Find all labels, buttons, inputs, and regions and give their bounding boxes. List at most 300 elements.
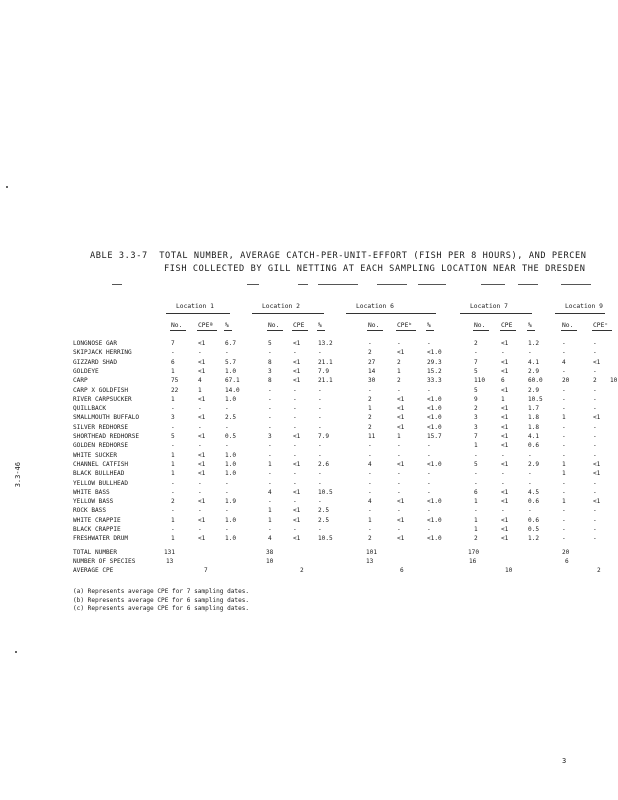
column-subheader: No. [368,322,380,329]
table-cell: <1 [293,535,301,543]
table-cell: - [318,395,322,403]
table-cell: <1 [397,405,405,413]
column-subheader-rule [224,330,232,331]
table-cell: <1 [397,395,405,403]
table-cell: - [318,442,322,450]
location-header: Location 7 [470,303,508,310]
table-cell: - [318,526,322,533]
table-cell: - [318,470,322,478]
table-cell: 1 [474,526,478,533]
table-cell: - [225,405,229,413]
table-cell: - [562,367,566,375]
table-cell: - [474,451,478,459]
title-dash [561,284,591,285]
table-cell: <1 [198,340,206,347]
table-cell: - [268,526,272,533]
table-cell: 2 [171,498,175,506]
table-cell: - [501,349,505,357]
table-cell: <1 [593,498,601,506]
table-cell: <1.0 [427,349,442,357]
table-cell: 10.5 [318,488,333,496]
table-cell: - [268,349,272,357]
table-cell: <1 [293,460,301,468]
table-cell: - [293,470,297,478]
table-cell: 4 [198,377,202,385]
table-cell: - [198,526,202,533]
table-cell: - [171,479,175,487]
table-cell: <1 [198,414,206,422]
table-cell: 13.2 [318,340,333,347]
table-cell: - [474,349,478,357]
totals-value: 13 [366,558,374,565]
column-subheader-rule [317,330,325,331]
table-cell: - [562,535,566,543]
table-cell: <1 [501,405,509,413]
table-cell: - [368,386,372,394]
table-cell: - [427,507,431,515]
column-subheader: % [427,322,431,329]
column-subheader-rule [292,330,308,331]
table-cell: 2 [368,535,372,543]
table-cell: - [593,516,597,524]
table-cell: 4.1 [528,358,540,366]
table-cell: - [562,507,566,515]
table-cell: 15.7 [427,433,442,440]
table-cell: 2.9 [528,367,540,375]
table-cell: - [268,451,272,459]
table-cell: 3 [474,414,478,422]
table-cell: 1 [268,507,272,515]
table-cell: 14 [368,367,376,375]
table-cell: 2.9 [528,460,540,468]
table-cell: - [562,451,566,459]
table-cell: - [368,479,372,487]
table-cell: 21.1 [318,358,333,366]
totals-row [0,566,618,576]
column-subheader-rule [527,330,535,331]
table-cell: 2.6 [318,460,330,468]
table-cell: - [593,386,597,394]
table-cell: 1.0 [225,460,237,468]
table-cell: 75 [171,377,179,385]
table-cell: 5 [268,340,272,347]
table-title-line-1: ABLE 3.3-7 TOTAL NUMBER, AVERAGE CATCH-PER-UNIT-EFFORT (FISH PER 8 HOURS), AND PERCEN [90,251,587,261]
table-cell: 33.3 [427,377,442,385]
table-cell: 4.5 [528,488,540,496]
title-dash [112,284,122,285]
table-cell: - [225,349,229,357]
column-subheader: % [528,322,532,329]
table-cell: <1 [593,414,601,422]
table-cell: - [268,386,272,394]
table-cell: - [427,488,431,496]
table-cell: - [368,488,372,496]
title-dash [247,284,259,285]
table-cell: - [397,340,401,347]
table-cell: - [562,405,566,413]
column-subheader-rule [367,330,383,331]
table-cell: 4 [268,488,272,496]
table-cell: 7.9 [318,367,330,375]
table-cell: 1.0 [225,367,237,375]
table-cell: 0.5 [225,433,237,440]
species-name: SKIPJACK HERRING [73,349,132,357]
table-cell: <1 [501,414,509,422]
table-cell: <1 [198,470,206,478]
table-cell: - [427,526,431,533]
table-cell: 1 [368,516,372,524]
table-cell: 2 [368,395,372,403]
table-cell: <1 [198,451,206,459]
table-cell: 3 [171,414,175,422]
table-cell: 5.7 [225,358,237,366]
title-dash [377,284,407,285]
table-cell: - [368,442,372,450]
table-cell: - [593,340,597,347]
table-cell: - [528,349,532,357]
table-cell: 1.0 [225,451,237,459]
table-cell: 1.9 [225,498,237,506]
table-cell: 2.5 [318,507,330,515]
species-name: GIZZARD SHAD [73,358,118,366]
species-name: FRESHWATER DRUM [73,535,129,543]
table-cell: 1.0 [225,535,237,543]
table-cell: - [528,479,532,487]
table-cell: <1.0 [427,414,442,422]
table-cell: 60.0 [528,377,543,385]
table-cell: <1 [198,367,206,375]
column-subheader-rule [426,330,434,331]
table-cell: 1.0 [225,470,237,478]
totals-value: 7 [204,567,208,574]
table-cell: <1 [501,367,509,375]
table-cell: - [474,479,478,487]
table-cell: 1 [397,433,401,440]
table-cell: - [593,433,597,440]
table-cell: 2 [368,414,372,422]
table-cell: - [318,451,322,459]
footnote: (c) Represents average CPE for 6 sampling dates. [73,605,250,612]
location-header-rule [166,313,230,314]
table-cell: 6.7 [225,340,237,347]
table-cell: 1.2 [528,340,540,347]
species-name: RIVER CARPSUCKER [73,395,132,403]
table-cell: 9 [474,395,478,403]
table-cell: <1 [293,488,301,496]
table-cell: - [198,507,202,515]
scan-speck [6,186,8,188]
table-cell: - [397,386,401,394]
table-cell: 0.6 [528,516,540,524]
table-cell: - [225,488,229,496]
table-cell: - [293,526,297,533]
table-cell: - [225,442,229,450]
table-cell: - [268,442,272,450]
table-cell: <1 [293,358,301,366]
table-cell: <1 [397,535,405,543]
table-cell: <1 [198,460,206,468]
table-cell: - [293,386,297,394]
table-cell: 1 [171,460,175,468]
table-cell: 1.0 [225,516,237,524]
table-cell: - [293,479,297,487]
table-cell: <1 [293,377,301,385]
table-cell: <1 [593,470,601,478]
table-cell: - [198,423,202,431]
table-cell: 2 [368,349,372,357]
table-cell: - [427,479,431,487]
species-name: SILVER REDHORSE [73,423,129,431]
table-cell: - [427,470,431,478]
table-cell: - [268,470,272,478]
table-cell: <1.0 [427,395,442,403]
table-cell: - [268,498,272,506]
table-cell: 1 [171,470,175,478]
footnote: (b) Represents average CPE for 6 sampling dates. [73,596,250,604]
scan-speck [15,651,17,653]
table-cell: - [171,423,175,431]
table-cell: 1.2 [528,535,540,543]
species-name: YELLOW BULLHEAD [73,479,129,487]
table-cell: <1 [198,498,206,506]
totals-value: 38 [266,549,274,556]
table-cell: - [293,451,297,459]
table-cell: <1 [293,340,301,347]
table-cell: - [562,433,566,440]
table-cell: 21.1 [318,377,333,385]
table-cell: 6 [171,358,175,366]
table-cell: <1 [501,535,509,543]
table-cell: - [225,526,229,533]
table-cell: 2.5 [225,414,237,422]
table-cell: - [528,507,532,515]
species-name: WHITE CRAPPIE [73,516,121,524]
table-cell: 15.2 [427,367,442,375]
table-cell: 2 [474,340,478,347]
table-cell: 22 [171,386,179,394]
species-name: SHORTHEAD REDHORSE [73,433,140,440]
table-cell: - [268,414,272,422]
table-cell: - [593,479,597,487]
table-cell: 4 [368,460,372,468]
table-cell: - [171,507,175,515]
table-cell: - [593,405,597,413]
species-name: CARP X GOLDFISH [73,386,129,394]
totals-value: 131 [164,549,176,556]
species-name: QUILLBACK [73,405,107,413]
table-cell: <1 [293,507,301,515]
table-cell: <1.0 [427,535,442,543]
species-name: GOLDEYE [73,367,99,375]
table-cell: - [427,442,431,450]
species-name: WHITE SUCKER [73,451,118,459]
table-cell: 6 [474,488,478,496]
species-name: GOLDEN REDHORSE [73,442,129,450]
table-cell: 1 [268,460,272,468]
table-cell: <1 [501,498,509,506]
table-cell: 1 [171,451,175,459]
table-cell: <1 [501,442,509,450]
table-cell: 8 [268,358,272,366]
side-page-label: 3.3-46 [14,462,22,488]
table-cell: 7 [474,433,478,440]
table-cell: 3 [268,433,272,440]
table-cell: <1 [198,395,206,403]
species-name: SMALLMOUTH BUFFALO [73,414,140,422]
table-cell: <1 [397,498,405,506]
column-subheader: No. [474,322,486,329]
table-cell: - [593,488,597,496]
table-cell: <1 [397,414,405,422]
column-subheader-rule [561,330,577,331]
totals-label: AVERAGE CPE [73,567,114,574]
table-cell: 3 [268,367,272,375]
table-cell: <1 [198,516,206,524]
column-subheader: % [225,322,229,329]
species-name: ROCK BASS [73,507,107,515]
table-cell: - [562,423,566,431]
table-cell: - [593,349,597,357]
table-cell: <1 [593,358,601,366]
table-cell: - [368,526,372,533]
table-cell: - [562,516,566,524]
location-header: Location 9 [565,303,603,310]
table-cell: <1 [293,516,301,524]
table-cell: - [427,451,431,459]
totals-value: 16 [469,558,477,565]
table-cell: - [171,526,175,533]
table-cell: - [562,479,566,487]
column-subheader: CPE [293,322,305,329]
table-cell: 2 [474,405,478,413]
species-name: LONGNOSE GAR [73,340,118,347]
table-cell: - [268,423,272,431]
table-cell: - [368,340,372,347]
table-cell: - [562,488,566,496]
species-name: CARP [73,377,88,385]
table-cell: 10.5 [318,535,333,543]
table-cell: - [397,451,401,459]
table-cell: 1 [562,414,566,422]
table-cell: - [293,405,297,413]
table-cell: 20 [562,377,570,385]
column-subheader-rule [592,330,612,331]
column-subheader-rule [170,330,186,331]
table-cell: 1 [474,442,478,450]
title-dash [518,284,538,285]
table-cell: 2.5 [318,516,330,524]
table-cell: - [397,488,401,496]
column-subheader: CPEᵇ [397,322,413,329]
table-cell: - [397,507,401,515]
title-dash [418,284,446,285]
table-cell: - [397,479,401,487]
title-dash [298,284,308,285]
table-cell: - [318,423,322,431]
table-cell: - [171,405,175,413]
table-cell: - [198,349,202,357]
table-cell: 2 [593,377,597,385]
table-cell: - [427,340,431,347]
location-header: Location 6 [356,303,394,310]
table-cell: 1 [474,498,478,506]
table-cell: <1 [501,516,509,524]
table-cell: <1 [501,340,509,347]
table-cell: - [225,479,229,487]
table-cell: 1 [562,498,566,506]
table-cell: 1 [562,470,566,478]
table-cell: - [593,526,597,533]
table-cell: 1.0 [225,395,237,403]
table-cell: <1 [198,535,206,543]
table-cell: 1 [171,395,175,403]
table-cell: 5 [474,367,478,375]
species-name: BLACK CRAPPIE [73,526,121,533]
table-cell: - [562,526,566,533]
table-cell: <1 [397,460,405,468]
totals-value: 20 [562,549,570,556]
totals-label: TOTAL NUMBER [73,549,118,556]
table-title-line-2: FISH COLLECTED BY GILL NETTING AT EACH SAMPLING LOCATION NEAR THE DRESDEN [164,264,586,274]
table-cell: 10 [610,377,618,385]
table-cell: - [562,349,566,357]
title-dash [318,284,358,285]
column-subheader-rule [267,330,283,331]
table-cell: - [318,498,322,506]
column-subheader: CPEª [198,322,214,329]
totals-value: 6 [400,567,404,574]
table-cell: <1 [501,423,509,431]
column-subheader: No. [268,322,280,329]
table-cell: <1 [397,349,405,357]
column-subheader-rule [500,330,516,331]
page-mark: 3 [562,757,567,765]
totals-value: 10 [505,567,513,574]
table-cell: 1 [501,395,505,403]
table-cell: 1 [171,367,175,375]
table-cell: - [501,479,505,487]
table-cell: 30 [368,377,376,385]
table-cell: <1 [501,358,509,366]
table-cell: - [318,386,322,394]
table-cell: - [293,498,297,506]
title-dash [481,284,505,285]
table-cell: - [593,451,597,459]
table-cell: - [397,526,401,533]
table-cell: 1 [397,367,401,375]
table-cell: 7 [474,358,478,366]
table-cell: - [562,442,566,450]
species-name: YELLOW BASS [73,498,114,506]
table-cell: 1 [562,460,566,468]
table-cell: 7.9 [318,433,330,440]
table-cell: 1 [474,516,478,524]
table-cell: - [293,423,297,431]
table-cell: <1.0 [427,405,442,413]
table-cell: - [368,507,372,515]
table-cell: 2 [397,358,401,366]
table-cell: 5 [171,433,175,440]
table-cell: 2.9 [528,386,540,394]
location-header: Location 2 [262,303,300,310]
table-cell: - [528,470,532,478]
table-cell: 0.6 [528,442,540,450]
table-cell: - [171,442,175,450]
table-cell: 2 [397,377,401,385]
column-subheader: No. [171,322,183,329]
table-cell: - [593,442,597,450]
table-cell: <1 [397,423,405,431]
